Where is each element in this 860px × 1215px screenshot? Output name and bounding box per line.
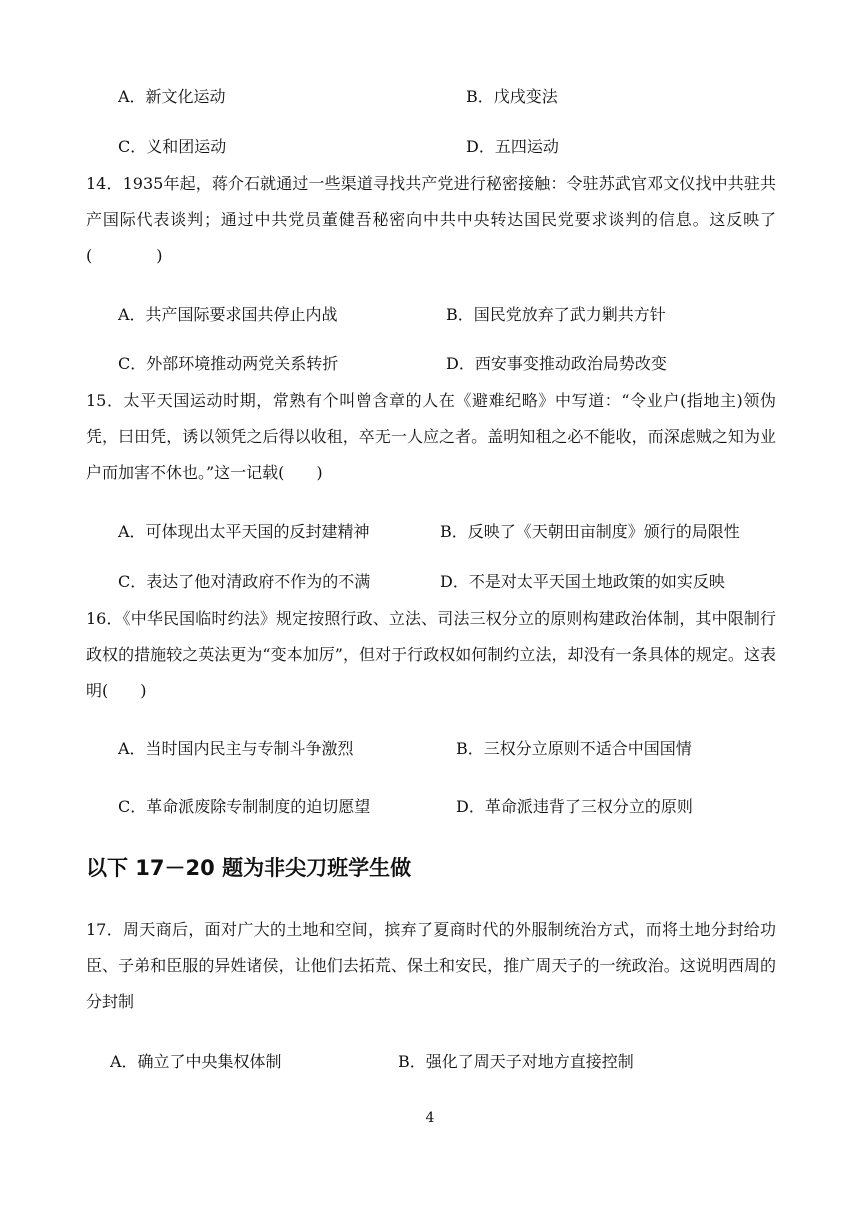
q15-option-a: A．可体现出太平天国的反封建精神 xyxy=(118,522,370,541)
q14-option-a: A．共产国际要求国共停止内战 xyxy=(118,305,338,324)
q17-option-a: A．确立了中央集权体制 xyxy=(110,1052,282,1071)
q15-option-c: C．表达了他对清政府不作为的不满 xyxy=(118,572,371,591)
q16-option-b: B．三权分立原则不适合中国国情 xyxy=(456,739,692,758)
q16-stem: 16．《中华民国临时约法》规定按照行政、立法、司法三权分立的原则构建政治体制，其中限制行政权的措施较之英法更为“变本加厉”，但对于行政权如何制约立法，却没有一条具体的规定。这表明( ) xyxy=(86,609,776,700)
q17-stem: 17．周天商后，面对广大的土地和空间，摈弃了夏商时代的外服制统治方式，而将土地分封给功臣、子弟和臣服的异姓诸侯，让他们去拓荒、保土和安民，推广周天子的一统政治。这说明西周的分封制 xyxy=(86,920,776,1011)
q13-option-a: A．新文化运动 xyxy=(118,87,226,106)
page-number: 4 xyxy=(425,1110,435,1126)
q13-option-c: C．义和团运动 xyxy=(118,137,227,156)
q13-option-d: D．五四运动 xyxy=(466,137,559,156)
q15-option-d: D．不是对太平天国土地政策的如实反映 xyxy=(440,572,725,591)
q16-option-d: D．革命派违背了三权分立的原则 xyxy=(456,797,693,816)
q13-option-b: B．戊戌变法 xyxy=(466,87,558,106)
q16-option-a: A．当时国内民主与专制斗争激烈 xyxy=(118,739,354,758)
q14-option-b: B．国民党放弃了武力剿共方针 xyxy=(446,305,666,324)
q14-stem: 14．1935年起，蒋介石就通过一些渠道寻找共产党进行秘密接触：令驻苏武官邓文仪找中共驻共产国际代表谈判；通过中共党员董健吾秘密向中共中央转达国民党要求谈判的信息。这反映了( ) xyxy=(86,174,776,265)
section-heading: 以下 17－20 题为非尖刀班学生做 xyxy=(86,856,412,880)
q14-option-c: C．外部环境推动两党关系转折 xyxy=(118,354,339,373)
q15-stem: 15．太平天国运动时期，常熟有个叫曾含章的人在《避难纪略》中写道：“令业户(指地主)领伪凭，曰田凭，诱以领凭之后得以收租，卒无一人应之者。盖明知租之必不能收，而深虑贼之知为业户而加害不休也。”这一记载( ) xyxy=(86,391,776,482)
q16-option-c: C．革命派废除专制制度的迫切愿望 xyxy=(118,797,371,816)
q15-option-b: B．反映了《天朝田亩制度》颁行的局限性 xyxy=(440,522,740,541)
q17-option-b: B．强化了周天子对地方直接控制 xyxy=(398,1052,634,1071)
q14-option-d: D．西安事变推动政治局势改变 xyxy=(446,354,667,373)
